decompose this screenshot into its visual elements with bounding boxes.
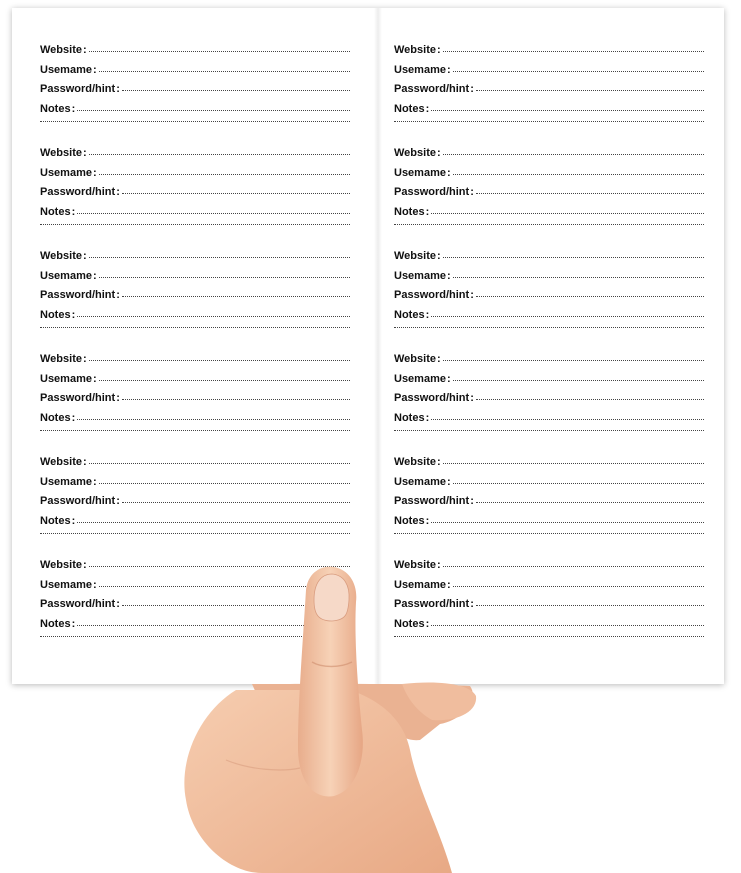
password-hint-write-line xyxy=(476,90,704,91)
left-page xyxy=(40,44,350,662)
label-colon: : xyxy=(436,147,441,159)
password-hint-row xyxy=(40,186,350,206)
notes-write-line xyxy=(77,522,350,523)
username-row xyxy=(40,167,350,187)
notes-label: Notes xyxy=(40,514,71,527)
label-colon: : xyxy=(116,598,120,610)
password-hint-label: Password/hint xyxy=(40,83,116,95)
label-colon: : xyxy=(470,392,474,404)
notes-extra-write-line xyxy=(40,121,350,122)
notes-row xyxy=(394,515,704,535)
password-hint-label: Password/hint xyxy=(394,392,470,404)
password-hint-row xyxy=(40,289,350,309)
username-write-line xyxy=(99,380,350,381)
label-colon: : xyxy=(92,475,97,488)
website-label: Website xyxy=(394,250,436,262)
notes-extra-write-line xyxy=(394,327,704,328)
password-hint-label: Password/hint xyxy=(40,598,116,610)
website-write-line xyxy=(89,360,350,361)
notes-row xyxy=(394,103,704,123)
notes-write-line xyxy=(431,625,704,626)
label-colon: : xyxy=(71,514,76,527)
label-colon: : xyxy=(92,578,97,591)
password-hint-label: Password/hint xyxy=(394,598,470,610)
notes-extra-write-line xyxy=(40,327,350,328)
username-label: Usemame xyxy=(394,269,446,282)
password-hint-row xyxy=(394,83,704,103)
website-write-line xyxy=(443,360,704,361)
label-colon: : xyxy=(425,514,430,527)
username-label: Usemame xyxy=(394,166,446,179)
notes-row xyxy=(394,412,704,432)
label-colon: : xyxy=(470,186,474,198)
password-hint-write-line xyxy=(476,193,704,194)
label-colon: : xyxy=(470,289,474,301)
label-colon: : xyxy=(82,456,87,468)
website-label: Website xyxy=(40,44,82,56)
username-write-line xyxy=(99,586,350,587)
label-colon: : xyxy=(92,166,97,179)
label-colon: : xyxy=(446,475,451,488)
notes-write-line xyxy=(77,625,350,626)
username-row xyxy=(394,373,704,393)
website-label: Website xyxy=(40,250,82,262)
password-hint-row xyxy=(394,392,704,412)
notes-extra-write-line xyxy=(394,121,704,122)
website-label: Website xyxy=(40,353,82,365)
label-colon: : xyxy=(425,205,430,218)
password-hint-row xyxy=(40,495,350,515)
label-colon: : xyxy=(446,269,451,282)
notes-extra-row xyxy=(40,328,350,348)
notes-write-line xyxy=(431,110,704,111)
username-row xyxy=(394,579,704,599)
notes-write-line xyxy=(431,213,704,214)
label-colon: : xyxy=(116,495,120,507)
website-label: Website xyxy=(40,147,82,159)
password-hint-label: Password/hint xyxy=(40,289,116,301)
username-label: Usemame xyxy=(40,372,92,385)
notes-extra-row xyxy=(394,225,704,245)
notes-write-line xyxy=(77,316,350,317)
username-row xyxy=(40,373,350,393)
website-write-line xyxy=(443,154,704,155)
label-colon: : xyxy=(425,411,430,424)
label-colon: : xyxy=(82,147,87,159)
website-label: Website xyxy=(394,456,436,468)
password-hint-write-line xyxy=(122,296,350,297)
username-write-line xyxy=(453,586,704,587)
username-label: Usemame xyxy=(40,269,92,282)
notes-label: Notes xyxy=(394,102,425,115)
notes-extra-row xyxy=(394,122,704,142)
label-colon: : xyxy=(92,372,97,385)
website-write-line xyxy=(89,51,350,52)
password-hint-label: Password/hint xyxy=(394,495,470,507)
label-colon: : xyxy=(436,353,441,365)
notes-row xyxy=(40,103,350,123)
notes-row xyxy=(394,618,704,638)
username-row xyxy=(394,167,704,187)
website-write-line xyxy=(443,566,704,567)
notes-extra-write-line xyxy=(394,430,704,431)
username-row xyxy=(394,64,704,84)
password-hint-write-line xyxy=(122,193,350,194)
login-entry xyxy=(394,44,704,147)
website-write-line xyxy=(89,566,350,567)
label-colon: : xyxy=(82,559,87,571)
password-hint-write-line xyxy=(476,296,704,297)
website-write-line xyxy=(89,154,350,155)
website-label: Website xyxy=(394,353,436,365)
notes-row xyxy=(40,515,350,535)
label-colon: : xyxy=(71,102,76,115)
username-label: Usemame xyxy=(40,578,92,591)
notes-label: Notes xyxy=(394,514,425,527)
website-row xyxy=(394,44,704,64)
notes-label: Notes xyxy=(40,411,71,424)
notes-label: Notes xyxy=(40,102,71,115)
label-colon: : xyxy=(470,495,474,507)
password-hint-row xyxy=(394,289,704,309)
label-colon: : xyxy=(116,186,120,198)
notes-write-line xyxy=(431,419,704,420)
website-write-line xyxy=(443,257,704,258)
notes-extra-write-line xyxy=(40,224,350,225)
label-colon: : xyxy=(446,578,451,591)
username-write-line xyxy=(99,174,350,175)
notes-write-line xyxy=(77,419,350,420)
label-colon: : xyxy=(92,269,97,282)
username-label: Usemame xyxy=(40,63,92,76)
label-colon: : xyxy=(436,559,441,571)
label-colon: : xyxy=(425,617,430,630)
username-row xyxy=(40,476,350,496)
booklet-spine xyxy=(374,8,382,684)
notes-row xyxy=(40,309,350,329)
password-hint-write-line xyxy=(122,90,350,91)
username-label: Usemame xyxy=(40,475,92,488)
password-booklet xyxy=(12,8,724,684)
notes-write-line xyxy=(77,110,350,111)
username-write-line xyxy=(453,174,704,175)
website-label: Website xyxy=(40,456,82,468)
username-write-line xyxy=(99,71,350,72)
username-row xyxy=(40,270,350,290)
label-colon: : xyxy=(71,308,76,321)
website-row xyxy=(40,353,350,373)
notes-label: Notes xyxy=(40,205,71,218)
password-hint-label: Password/hint xyxy=(40,392,116,404)
password-hint-write-line xyxy=(122,399,350,400)
website-row xyxy=(40,456,350,476)
login-entry xyxy=(394,147,704,250)
notes-extra-row xyxy=(40,637,350,657)
password-hint-write-line xyxy=(476,502,704,503)
website-row xyxy=(40,147,350,167)
website-row xyxy=(394,147,704,167)
website-label: Website xyxy=(394,44,436,56)
label-colon: : xyxy=(425,102,430,115)
website-row xyxy=(40,44,350,64)
notes-extra-write-line xyxy=(40,636,350,637)
notes-label: Notes xyxy=(394,205,425,218)
login-entry xyxy=(394,456,704,559)
username-write-line xyxy=(99,483,350,484)
notes-extra-row xyxy=(40,431,350,451)
label-colon: : xyxy=(71,617,76,630)
website-label: Website xyxy=(394,559,436,571)
username-write-line xyxy=(453,380,704,381)
password-hint-label: Password/hint xyxy=(40,186,116,198)
notes-write-line xyxy=(431,316,704,317)
notes-extra-row xyxy=(394,534,704,554)
login-entry xyxy=(40,44,350,147)
password-hint-row xyxy=(394,495,704,515)
label-colon: : xyxy=(116,83,120,95)
website-row xyxy=(394,559,704,579)
notes-extra-row xyxy=(40,225,350,245)
login-entry xyxy=(394,559,704,662)
website-row xyxy=(394,456,704,476)
notes-extra-write-line xyxy=(394,533,704,534)
label-colon: : xyxy=(116,289,120,301)
label-colon: : xyxy=(116,392,120,404)
label-colon: : xyxy=(436,250,441,262)
notes-extra-row xyxy=(394,431,704,451)
website-row xyxy=(40,250,350,270)
right-page xyxy=(394,44,704,662)
notes-write-line xyxy=(431,522,704,523)
login-entry xyxy=(40,559,350,662)
notes-label: Notes xyxy=(394,617,425,630)
website-row xyxy=(40,559,350,579)
notes-row xyxy=(40,618,350,638)
login-entry xyxy=(40,456,350,559)
notes-extra-write-line xyxy=(40,533,350,534)
password-hint-row xyxy=(394,598,704,618)
login-entry xyxy=(40,250,350,353)
password-hint-label: Password/hint xyxy=(394,83,470,95)
notes-extra-row xyxy=(394,328,704,348)
username-row xyxy=(40,64,350,84)
password-hint-write-line xyxy=(122,502,350,503)
label-colon: : xyxy=(470,598,474,610)
website-write-line xyxy=(443,463,704,464)
login-entry xyxy=(40,147,350,250)
label-colon: : xyxy=(425,308,430,321)
notes-extra-row xyxy=(40,122,350,142)
label-colon: : xyxy=(82,44,87,56)
password-hint-label: Password/hint xyxy=(40,495,116,507)
login-entry xyxy=(40,353,350,456)
username-row xyxy=(40,579,350,599)
label-colon: : xyxy=(71,411,76,424)
website-write-line xyxy=(89,463,350,464)
notes-extra-write-line xyxy=(394,224,704,225)
username-label: Usemame xyxy=(394,578,446,591)
username-label: Usemame xyxy=(394,475,446,488)
password-hint-row xyxy=(394,186,704,206)
password-hint-row xyxy=(40,598,350,618)
label-colon: : xyxy=(82,353,87,365)
notes-label: Notes xyxy=(40,617,71,630)
website-row xyxy=(394,250,704,270)
label-colon: : xyxy=(470,83,474,95)
password-hint-label: Password/hint xyxy=(394,289,470,301)
notes-row xyxy=(40,412,350,432)
notes-extra-row xyxy=(40,534,350,554)
notes-row xyxy=(394,206,704,226)
username-write-line xyxy=(453,483,704,484)
label-colon: : xyxy=(82,250,87,262)
notes-extra-write-line xyxy=(40,430,350,431)
website-label: Website xyxy=(40,559,82,571)
notes-extra-row xyxy=(394,637,704,657)
password-hint-row xyxy=(40,83,350,103)
notes-label: Notes xyxy=(394,411,425,424)
notes-row xyxy=(40,206,350,226)
password-hint-row xyxy=(40,392,350,412)
label-colon: : xyxy=(446,372,451,385)
password-hint-label: Password/hint xyxy=(394,186,470,198)
notes-label: Notes xyxy=(40,308,71,321)
password-hint-write-line xyxy=(476,399,704,400)
login-entry xyxy=(394,250,704,353)
notes-extra-write-line xyxy=(394,636,704,637)
username-row xyxy=(394,476,704,496)
username-row xyxy=(394,270,704,290)
label-colon: : xyxy=(446,166,451,179)
website-write-line xyxy=(443,51,704,52)
label-colon: : xyxy=(436,44,441,56)
label-colon: : xyxy=(92,63,97,76)
website-label: Website xyxy=(394,147,436,159)
username-write-line xyxy=(453,71,704,72)
notes-write-line xyxy=(77,213,350,214)
login-entry xyxy=(394,353,704,456)
password-hint-write-line xyxy=(476,605,704,606)
notes-label: Notes xyxy=(394,308,425,321)
notes-row xyxy=(394,309,704,329)
username-write-line xyxy=(99,277,350,278)
username-write-line xyxy=(453,277,704,278)
label-colon: : xyxy=(446,63,451,76)
username-label: Usemame xyxy=(394,372,446,385)
username-label: Usemame xyxy=(40,166,92,179)
password-hint-write-line xyxy=(122,605,350,606)
label-colon: : xyxy=(436,456,441,468)
website-row xyxy=(394,353,704,373)
label-colon: : xyxy=(71,205,76,218)
username-label: Usemame xyxy=(394,63,446,76)
website-write-line xyxy=(89,257,350,258)
